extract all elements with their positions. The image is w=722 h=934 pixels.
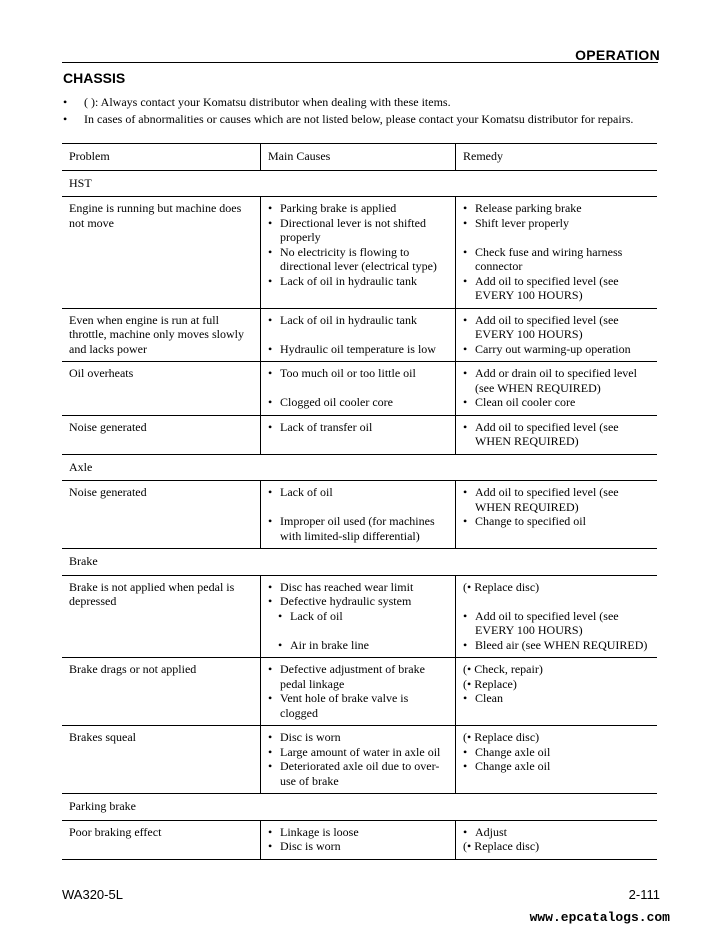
bullet-icon: • bbox=[463, 744, 468, 759]
cause-item bbox=[268, 580, 448, 595]
cause-text: Defective hydraulic system bbox=[280, 594, 412, 608]
cause-item bbox=[268, 638, 448, 653]
bullet-icon: • bbox=[463, 637, 468, 652]
remedy-item bbox=[463, 274, 650, 303]
remedy-item bbox=[463, 580, 650, 595]
cause-item bbox=[268, 662, 448, 691]
cause-item bbox=[268, 759, 448, 788]
cause-text: Defective adjustment of brake pedal linkage bbox=[280, 662, 425, 691]
remedy-text: Shift lever properly bbox=[475, 215, 569, 230]
remedy-item bbox=[463, 201, 650, 216]
bullet-icon: • bbox=[268, 273, 273, 288]
remedy-item bbox=[463, 638, 650, 653]
column-header-problem: Problem bbox=[62, 144, 261, 171]
bullet-icon: • bbox=[268, 579, 273, 594]
cause-text: No electricity is flowing to directional lever (electrical type) bbox=[280, 244, 437, 273]
cause-item bbox=[268, 514, 448, 543]
remedy-item bbox=[463, 420, 650, 449]
group-label: Parking brake bbox=[62, 794, 657, 821]
cause-text: Directional lever is not shifted properly bbox=[280, 215, 426, 244]
watermark: www.epcatalogs.com bbox=[529, 910, 670, 925]
section-header: OPERATION bbox=[575, 47, 660, 63]
remedy-item bbox=[463, 395, 650, 410]
bullet-icon: • bbox=[463, 691, 468, 705]
table-row bbox=[62, 658, 657, 726]
bullet-icon: • bbox=[463, 273, 468, 288]
remedy-text: Release parking brake bbox=[475, 201, 582, 215]
group-label: Brake bbox=[62, 549, 657, 576]
remedy-text: Add or drain oil to specified level (see WHEN REQUIRED) bbox=[475, 366, 637, 395]
spacer bbox=[268, 623, 448, 638]
cause-text: Parking brake is applied bbox=[280, 201, 397, 215]
cause-item bbox=[268, 420, 448, 435]
cause-text: Improper oil used (for machines with limited-slip differential) bbox=[280, 514, 435, 543]
remedy-text: Add oil to specified level (see EVERY 100 HOURS) bbox=[475, 312, 619, 341]
cause-text: Deteriorated axle oil due to over-use of brake bbox=[280, 759, 440, 788]
problem-cell: Poor braking effect bbox=[62, 820, 261, 859]
cause-item bbox=[268, 691, 448, 720]
note-text: In cases of abnormalities or causes which are not listed below, please contact your Komatsu distributor for repairs. bbox=[84, 112, 634, 126]
cause-text: Vent hole of brake valve is clogged bbox=[280, 691, 409, 720]
bullet-icon: • bbox=[268, 594, 273, 608]
table-row bbox=[62, 362, 657, 416]
remedy-cell bbox=[456, 575, 658, 658]
bullet-icon: • bbox=[463, 341, 468, 356]
remedy-text: (• Replace disc) bbox=[463, 579, 540, 594]
remedy-cell bbox=[456, 197, 658, 309]
remedy-item bbox=[463, 745, 650, 760]
bullet-icon: • bbox=[463, 201, 468, 215]
remedy-item bbox=[463, 514, 650, 529]
remedy-text: Change axle oil bbox=[475, 759, 551, 773]
cause-text: Air in brake line bbox=[290, 637, 369, 652]
cause-text: Too much oil or too little oil bbox=[280, 366, 416, 380]
cause-text: Linkage is loose bbox=[280, 824, 359, 839]
remedy-cell bbox=[456, 726, 658, 794]
cause-text: Lack of oil in hydraulic tank bbox=[280, 273, 417, 288]
bullet-icon: • bbox=[463, 419, 468, 434]
group-label: Axle bbox=[62, 454, 657, 481]
spacer bbox=[463, 230, 650, 245]
bullet-icon: • bbox=[463, 759, 468, 773]
problem-cell: Noise generated bbox=[62, 481, 261, 549]
remedy-text: Add oil to specified level (see WHEN REQUIRED) bbox=[475, 485, 619, 514]
remedy-item bbox=[463, 609, 650, 638]
remedy-cell bbox=[456, 820, 658, 859]
bullet-icon: • bbox=[463, 244, 468, 259]
cause-text: Hydraulic oil temperature is low bbox=[280, 341, 436, 356]
cause-text: Disc is worn bbox=[280, 839, 341, 853]
cause-item bbox=[268, 342, 448, 357]
cause-text: Lack of oil bbox=[280, 485, 333, 499]
spacer bbox=[463, 594, 650, 609]
cause-text: Disc is worn bbox=[280, 730, 341, 744]
troubleshooting-table bbox=[62, 143, 657, 860]
notes-list bbox=[63, 94, 663, 128]
cause-text: Lack of oil in hydraulic tank bbox=[280, 312, 417, 327]
bullet-icon: • bbox=[268, 215, 273, 230]
bullet-icon: • bbox=[268, 341, 273, 356]
remedy-text: Change axle oil bbox=[475, 744, 551, 759]
problem-cell: Noise generated bbox=[62, 415, 261, 454]
remedy-text: Clean bbox=[475, 691, 503, 705]
bullet-icon: • bbox=[278, 608, 283, 623]
group-label: HST bbox=[62, 170, 657, 197]
remedy-text: Clean oil cooler core bbox=[475, 395, 576, 409]
bullet-icon: • bbox=[268, 824, 273, 839]
bullet-icon: • bbox=[268, 419, 273, 434]
table-header-row bbox=[62, 144, 657, 171]
remedy-text: Add oil to specified level (see EVERY 100 HOURS) bbox=[475, 608, 619, 637]
remedy-item bbox=[463, 485, 650, 514]
remedy-item bbox=[463, 839, 650, 854]
bullet-icon: • bbox=[268, 201, 273, 215]
bullet-icon: • bbox=[268, 312, 273, 327]
bullet-icon: • bbox=[268, 662, 273, 676]
remedy-item bbox=[463, 677, 650, 692]
problem-cell: Brakes squeal bbox=[62, 726, 261, 794]
bullet-icon: • bbox=[268, 744, 273, 759]
cause-item bbox=[268, 216, 448, 245]
remedy-cell bbox=[456, 481, 658, 549]
page-title: CHASSIS bbox=[63, 70, 126, 86]
remedy-text: Adjust bbox=[475, 824, 508, 839]
remedy-item bbox=[463, 730, 650, 745]
cause-item bbox=[268, 594, 448, 609]
problem-cell: Oil overheats bbox=[62, 362, 261, 416]
cause-item bbox=[268, 366, 448, 381]
note-item bbox=[63, 94, 663, 111]
table-row bbox=[62, 415, 657, 454]
bullet-icon: • bbox=[278, 637, 283, 652]
remedy-text: (• Replace disc) bbox=[463, 839, 540, 853]
remedy-item bbox=[463, 662, 650, 677]
column-header-remedy: Remedy bbox=[456, 144, 658, 171]
bullet-icon: • bbox=[268, 730, 273, 744]
column-header-main-causes: Main Causes bbox=[261, 144, 456, 171]
bullet-icon: • bbox=[463, 215, 468, 230]
cause-text: Clogged oil cooler core bbox=[280, 395, 393, 409]
table-row bbox=[62, 481, 657, 549]
remedy-item bbox=[463, 366, 650, 395]
remedy-text: Add oil to specified level (see WHEN REQUIRED) bbox=[475, 419, 619, 448]
cause-item bbox=[268, 839, 448, 854]
bullet-icon: • bbox=[268, 395, 273, 409]
remedy-cell bbox=[456, 658, 658, 726]
remedy-text: (• Replace disc) bbox=[463, 730, 540, 744]
causes-cell bbox=[261, 197, 456, 309]
causes-cell bbox=[261, 575, 456, 658]
cause-item bbox=[268, 825, 448, 840]
remedy-text: (• Check, repair) bbox=[463, 662, 543, 676]
remedy-cell bbox=[456, 415, 658, 454]
bullet-icon: • bbox=[268, 244, 273, 259]
table-body bbox=[62, 170, 657, 859]
cause-text: Large amount of water in axle oil bbox=[280, 744, 441, 759]
cause-item bbox=[268, 274, 448, 289]
cause-item bbox=[268, 745, 448, 760]
remedy-cell bbox=[456, 362, 658, 416]
bullet-icon: • bbox=[463, 608, 468, 623]
causes-cell bbox=[261, 726, 456, 794]
remedy-item bbox=[463, 245, 650, 274]
bullet-icon: • bbox=[268, 366, 273, 380]
spacer bbox=[268, 327, 448, 342]
remedy-text: Change to specified oil bbox=[475, 514, 586, 528]
table-row bbox=[62, 197, 657, 309]
spacer bbox=[268, 381, 448, 396]
remedy-item bbox=[463, 342, 650, 357]
cause-item bbox=[268, 485, 448, 500]
bullet-icon: • bbox=[463, 312, 468, 327]
problem-cell: Even when engine is run at full throttle, machine only moves slowly and lacks power bbox=[62, 308, 261, 362]
table-row bbox=[62, 820, 657, 859]
cause-item bbox=[268, 609, 448, 624]
group-row bbox=[62, 794, 657, 821]
causes-cell bbox=[261, 658, 456, 726]
problem-cell: Brake drags or not applied bbox=[62, 658, 261, 726]
table-row bbox=[62, 575, 657, 658]
remedy-text: Check fuse and wiring harness connector bbox=[475, 244, 623, 273]
remedy-text: Bleed air (see WHEN REQUIRED) bbox=[475, 637, 648, 652]
cause-text: Disc has reached wear limit bbox=[280, 579, 414, 594]
causes-cell bbox=[261, 308, 456, 362]
remedy-item bbox=[463, 216, 650, 231]
bullet-icon: • bbox=[268, 691, 273, 705]
bullet-icon: • bbox=[463, 514, 468, 528]
page-number: 2-111 bbox=[628, 887, 660, 902]
bullet-icon: • bbox=[463, 824, 468, 839]
remedy-item bbox=[463, 691, 650, 706]
footer-model: WA320-5L bbox=[62, 887, 123, 902]
header-rule bbox=[62, 62, 658, 63]
remedy-item bbox=[463, 313, 650, 342]
cause-item bbox=[268, 313, 448, 328]
remedy-text: (• Replace) bbox=[463, 676, 517, 691]
spacer bbox=[268, 500, 448, 515]
bullet-icon: • bbox=[63, 95, 68, 109]
causes-cell bbox=[261, 362, 456, 416]
table-row bbox=[62, 726, 657, 794]
cause-item bbox=[268, 201, 448, 216]
bullet-icon: • bbox=[268, 839, 273, 853]
bullet-icon: • bbox=[463, 485, 468, 499]
cause-text: Lack of transfer oil bbox=[280, 419, 373, 434]
bullet-icon: • bbox=[63, 112, 68, 126]
remedy-item bbox=[463, 825, 650, 840]
bullet-icon: • bbox=[463, 366, 468, 380]
remedy-text: Carry out warming-up operation bbox=[475, 341, 631, 356]
bullet-icon: • bbox=[268, 514, 273, 528]
cause-item bbox=[268, 395, 448, 410]
group-row bbox=[62, 170, 657, 197]
causes-cell bbox=[261, 415, 456, 454]
remedy-item bbox=[463, 759, 650, 774]
remedy-text: Add oil to specified level (see EVERY 100 HOURS) bbox=[475, 273, 619, 302]
group-row bbox=[62, 454, 657, 481]
cause-item bbox=[268, 245, 448, 274]
note-text: ( ): Always contact your Komatsu distributor when dealing with these items. bbox=[84, 95, 451, 109]
problem-cell: Brake is not applied when pedal is depressed bbox=[62, 575, 261, 658]
problem-cell: Engine is running but machine does not move bbox=[62, 197, 261, 309]
group-row bbox=[62, 549, 657, 576]
bullet-icon: • bbox=[463, 395, 468, 409]
causes-cell bbox=[261, 820, 456, 859]
table-row bbox=[62, 308, 657, 362]
note-item bbox=[63, 111, 663, 128]
cause-item bbox=[268, 730, 448, 745]
remedy-cell bbox=[456, 308, 658, 362]
cause-text: Lack of oil bbox=[290, 608, 343, 623]
bullet-icon: • bbox=[268, 759, 273, 773]
bullet-icon: • bbox=[268, 485, 273, 499]
causes-cell bbox=[261, 481, 456, 549]
